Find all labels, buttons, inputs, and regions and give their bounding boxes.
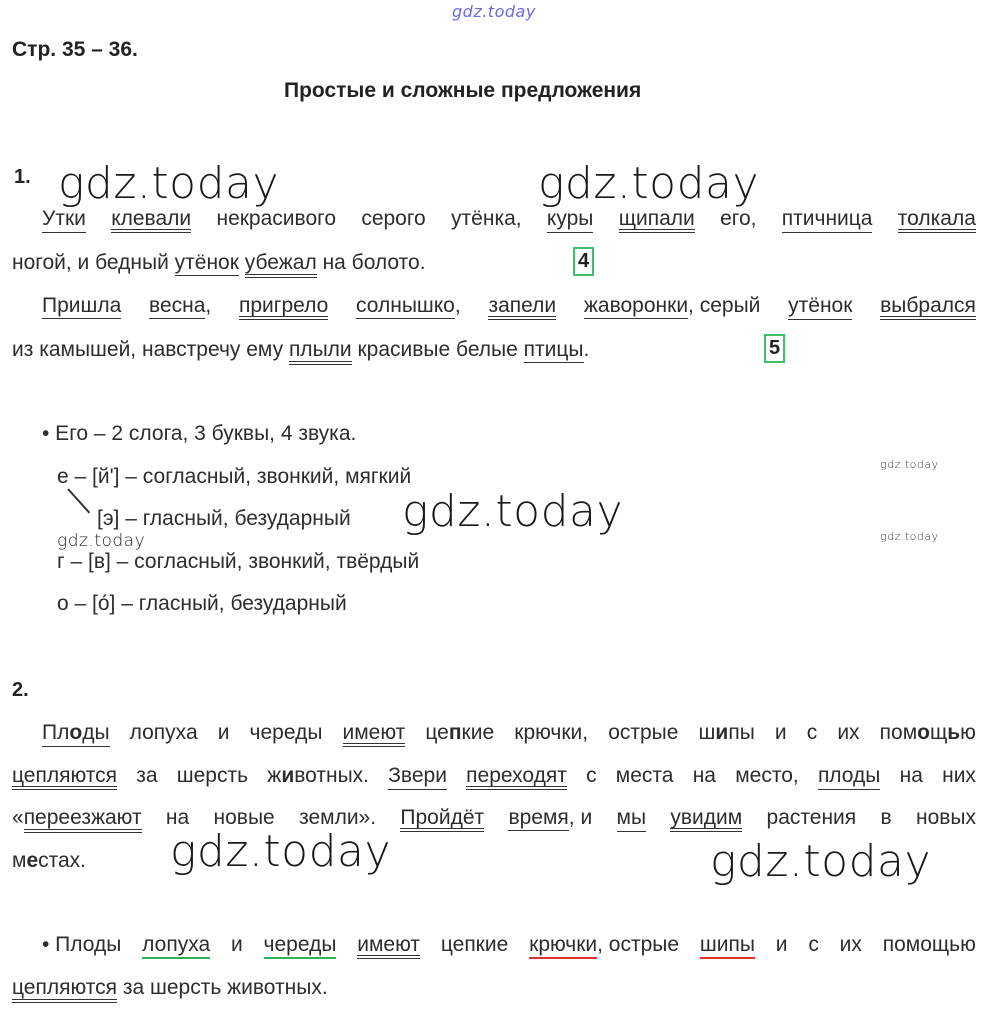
- task2-number: 2.: [12, 679, 29, 701]
- word-group: [529, 934, 679, 959]
- word-subject: жаворонки: [583, 294, 689, 317]
- analysis-row-2: [э] – гласный, безударный: [97, 507, 351, 530]
- part: ь: [947, 721, 961, 744]
- word: в: [880, 806, 892, 829]
- word: крючки,: [514, 721, 589, 744]
- word-subject: мы: [617, 807, 647, 832]
- analysis-row-3: г – [в] – согласный, звонкий, твёрдый: [57, 550, 420, 573]
- word: с: [586, 764, 597, 787]
- word-subject: время: [508, 806, 569, 829]
- text: за шерсть животных.: [122, 976, 328, 999]
- part: и: [715, 721, 729, 744]
- task1-p2-line2: [12, 339, 589, 360]
- word-predicate: толкала: [898, 208, 976, 233]
- part: ш: [698, 721, 716, 744]
- word-group: [584, 295, 761, 320]
- part: и: [281, 764, 295, 787]
- watermark-top: gdz.today: [452, 2, 536, 21]
- word-predicate: убежал: [245, 251, 317, 278]
- watermark-6: gdz.today: [880, 530, 939, 543]
- word: серого: [361, 207, 426, 230]
- part: щ: [929, 721, 948, 744]
- part: ды: [82, 721, 110, 744]
- word-subject: птичница: [782, 208, 873, 233]
- word: земли».: [299, 806, 377, 829]
- word-predicate: выбрался: [880, 295, 976, 320]
- word-subject: утёнок: [174, 251, 239, 274]
- watermark-4: gdz.today: [57, 531, 146, 551]
- watermark-7: gdz.today: [170, 826, 392, 877]
- word-predicate: щипали: [619, 208, 695, 233]
- text: красивые белые: [357, 338, 518, 361]
- word: растения: [766, 806, 857, 829]
- word-subject: солнышко: [356, 294, 455, 317]
- task1-number: 1.: [14, 166, 31, 188]
- word: лопуха: [129, 721, 198, 744]
- word-modifier: череды: [264, 934, 337, 959]
- word: [699, 722, 755, 747]
- analysis-row-4: о – [о́] – гласный, безударный: [57, 592, 347, 615]
- word: некрасивого: [216, 207, 336, 230]
- task2-line4: [12, 850, 86, 871]
- word: шерсть: [176, 764, 249, 787]
- word: за: [136, 764, 158, 787]
- text: , и: [568, 806, 593, 829]
- word: место,: [735, 764, 799, 787]
- word-subject: куры: [547, 208, 593, 233]
- word-object: шипы: [700, 934, 755, 959]
- part: пы: [728, 721, 755, 744]
- text: , острые: [597, 933, 680, 956]
- count-box-5: 5: [764, 334, 785, 363]
- word-group: [508, 807, 592, 832]
- word-predicate: цепляются: [12, 765, 117, 790]
- word-predicate: переходят: [466, 765, 567, 790]
- word-predicate: имеют: [357, 934, 420, 959]
- part: о: [917, 721, 930, 744]
- task2-line3: [12, 807, 976, 832]
- word-group: [12, 807, 142, 832]
- task1-p2-line1: [42, 295, 976, 320]
- word-predicate: запели: [488, 295, 556, 320]
- word-subject: птицы: [523, 338, 584, 361]
- branch-line: [67, 488, 90, 513]
- word-object: крючки: [529, 933, 597, 959]
- word: новых: [915, 806, 976, 829]
- word: и: [774, 721, 787, 744]
- word-group: [356, 295, 461, 320]
- word: [267, 765, 369, 790]
- word-group: [42, 295, 121, 320]
- word: острые: [608, 721, 679, 744]
- word-predicate: плыли: [289, 338, 352, 365]
- watermark-5: gdz.today: [880, 458, 939, 471]
- part: е: [26, 849, 39, 872]
- part: стах.: [38, 849, 87, 872]
- task2-line2: [12, 765, 976, 790]
- word: помощью: [882, 933, 976, 956]
- word: на: [692, 764, 716, 787]
- part: о: [69, 721, 83, 744]
- text: , серый: [688, 294, 761, 317]
- word: них: [942, 764, 976, 787]
- watermark-1: gdz.today: [58, 158, 280, 209]
- word: и: [775, 933, 788, 956]
- word: его,: [720, 207, 757, 230]
- word-subject: весна: [149, 294, 206, 317]
- part: кие: [461, 721, 495, 744]
- word-subject: плоды: [818, 765, 880, 790]
- part: вотных.: [294, 764, 370, 787]
- part: Пл: [42, 721, 70, 744]
- word: • Плоды: [42, 933, 122, 956]
- text: ногой, и бедный: [12, 251, 169, 274]
- task2-bullet-line1: [42, 934, 976, 959]
- part: ю: [960, 721, 976, 744]
- count-box-4: 4: [573, 247, 594, 276]
- part: ж: [267, 764, 282, 787]
- word-predicate: клевали: [111, 208, 191, 233]
- analysis-head: • Его – 2 слога, 3 буквы, 4 звука.: [42, 422, 357, 445]
- word: новые: [213, 806, 275, 829]
- page-title: Простые и сложные предложения: [284, 79, 642, 102]
- part: м: [12, 849, 27, 872]
- part: це: [425, 721, 449, 744]
- word-predicate: Пришла: [42, 294, 122, 317]
- word-predicate: Пройдёт: [400, 807, 484, 832]
- part: пом: [879, 721, 918, 744]
- word: цепкие: [440, 933, 509, 956]
- watermark-2: gdz.today: [538, 158, 760, 209]
- word: их: [837, 721, 860, 744]
- punct: ,: [454, 294, 461, 317]
- text: на болото.: [322, 251, 426, 274]
- word-predicate: пригрело: [239, 295, 328, 320]
- word: [880, 722, 976, 747]
- word: на: [899, 764, 923, 787]
- word: череды: [249, 721, 323, 744]
- task1-p1-line1: [42, 208, 976, 233]
- word: и: [230, 933, 243, 956]
- task2-bullet-line2: [12, 977, 328, 998]
- punct: ,: [205, 294, 212, 317]
- word-modifier: лопуха: [142, 934, 210, 959]
- analysis-row-1: е – [й'] – согласный, звонкий, мягкий: [57, 465, 412, 488]
- task2-line1: [42, 722, 976, 747]
- punct: .: [583, 338, 590, 361]
- word: на: [165, 806, 190, 829]
- watermark-3: gdz.today: [402, 486, 624, 537]
- task1-p1-line2: [12, 252, 426, 273]
- word-subject: Утки: [42, 208, 86, 233]
- word: [425, 722, 494, 747]
- text: из камышей, навстречу ему: [12, 338, 284, 361]
- word-subject: утёнок: [788, 295, 852, 320]
- punct: «: [12, 806, 24, 829]
- word-group: [149, 295, 211, 320]
- word-subject: [42, 722, 110, 747]
- word: с: [808, 933, 819, 956]
- word: с: [806, 721, 818, 744]
- word: и: [217, 721, 230, 744]
- page-label: Стр. 35 – 36.: [12, 38, 138, 61]
- word: их: [839, 933, 862, 956]
- word-subject: Звери: [388, 765, 447, 790]
- part: п: [448, 721, 462, 744]
- watermark-8: gdz.today: [710, 836, 932, 887]
- word: утёнка,: [451, 207, 522, 230]
- word: места: [615, 764, 674, 787]
- word-predicate: увидим: [670, 807, 742, 832]
- word-predicate: цепляются: [12, 976, 117, 1003]
- word-predicate: переезжают: [24, 806, 142, 833]
- word-predicate: имеют: [343, 722, 406, 747]
